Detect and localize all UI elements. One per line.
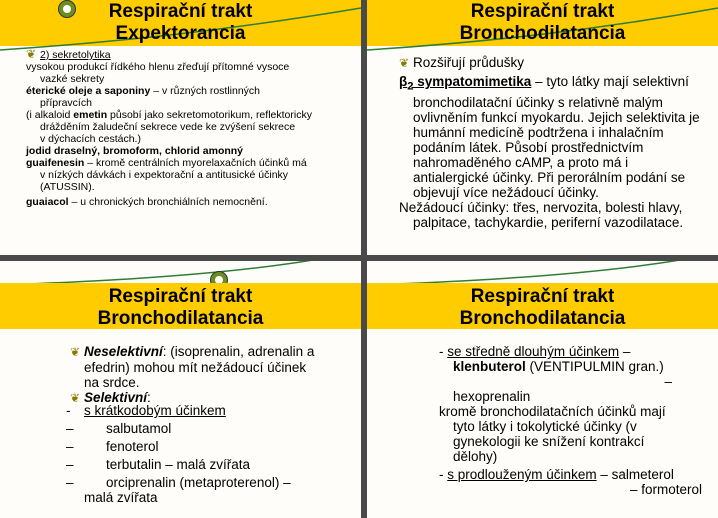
text-span: – tyto látky mají selektivní [531, 74, 689, 89]
text-line: vazké sekrety [40, 73, 105, 85]
heading-row [26, 48, 357, 61]
bold-term: guaifenesin [26, 157, 85, 169]
text-line [399, 74, 716, 95]
text-line: drážděním žaludeční sekrece vede ke zvýšení sekrece [40, 121, 296, 133]
text-line: malá zvířata [84, 490, 158, 505]
text-line: palpitace, tachykardie, periferní vazodilatace. [413, 214, 684, 230]
slide-title [0, 1, 361, 45]
text-line: jodid draselný, bromoform, chlorid amonný [26, 145, 244, 157]
drug-name: hexoprenalin [453, 389, 531, 404]
bullet-text: Rozšiřují průdušky [413, 55, 525, 70]
bold-term: éterické oleje a saponiny [26, 85, 151, 97]
medium-acting-label: se středně dlouhým účinkem [447, 344, 620, 359]
list-item [66, 475, 357, 490]
bold-term: guaiacol [26, 196, 69, 208]
slide-body [439, 344, 712, 497]
text-line: v dýchacích cestách.) [40, 133, 141, 145]
slide-title [367, 286, 718, 330]
text-line [26, 85, 357, 97]
list-item [66, 421, 357, 436]
text-line: efedrin) mohou mít nežádoucí účinek [84, 360, 307, 375]
beta-subscript: 2 [407, 80, 414, 93]
text-span: – salmeterol [596, 467, 674, 482]
text-span: – kromě centrálních myorelaxačních účinků má [84, 157, 307, 169]
dash: – [66, 439, 74, 454]
beta-symbol: β [399, 74, 408, 89]
slide-title [0, 286, 361, 330]
text-line: v nízkých dávkách i expektorační a antitusické účinky [40, 169, 289, 181]
title-line-2: Expektorancia [115, 23, 246, 44]
label-selective: Selektivní [84, 390, 148, 405]
text-line: humánní medicíně podtržena i inhalačním [413, 124, 664, 140]
text-line: na srdce. [84, 375, 140, 390]
title-line-2: Bronchodilatancia [97, 308, 264, 329]
title-line-2: Bronchodilatancia [459, 23, 626, 44]
text-line: tyto látky i tokolytické účinky (v [453, 419, 637, 434]
text-span: (VENTIPULMIN gran.) [525, 359, 664, 374]
slide-bronchodilatancia-1 [367, 0, 718, 255]
text-line: přípravcích [40, 97, 92, 109]
text-line: gynekologii ke snížení kontrakcí [453, 434, 645, 449]
title-line-2: Bronchodilatancia [459, 308, 626, 329]
text-line: bronchodilatační účinky s relativně malým [413, 94, 663, 110]
bullet-icon: ❦ [70, 391, 81, 405]
text-line: kromě bronchodilatačních účinků mají [439, 404, 666, 419]
text-span: působí jako sekretomotorikum, reflektoricky [107, 109, 312, 121]
text-line: objevují více nežádoucí účinky. [413, 184, 599, 200]
long-acting-label: s prodlouženým účinkem [447, 467, 597, 482]
title-line-1: Respirační trakt [108, 1, 253, 22]
text-span: : [147, 390, 151, 405]
short-acting-label: s krátkodobým účinkem [84, 403, 226, 418]
text-span: – u chronických bronchiálních nemocnění. [68, 196, 268, 208]
text-line: (ATUSSIN). [40, 181, 95, 193]
slide-bronchodilatancia-3 [367, 261, 718, 518]
list-item [66, 457, 357, 472]
text-line: nahromaděného cAMP, a proto má i [413, 154, 629, 170]
slide-expektorancia [0, 0, 361, 255]
text-span: (i alkaloid [26, 109, 74, 121]
bullet-row [399, 55, 716, 71]
bold-term: emetin [73, 109, 108, 121]
title-line-1: Respirační trakt [470, 1, 615, 22]
dash: - [439, 467, 448, 482]
text-line: podáním látek. Působí prostřednictvím [413, 139, 644, 155]
text-span: – [619, 344, 631, 359]
list-item [66, 439, 357, 454]
text-line [439, 467, 712, 482]
dash: – [664, 374, 672, 389]
text-line [439, 359, 712, 374]
text-line: Nežádoucí účinky: třes, nervozita, bolesti hlavy, [399, 199, 683, 215]
drug-name: fenoterol [106, 439, 159, 454]
drug-name: klenbuterol [453, 359, 526, 374]
slide-body [399, 55, 716, 230]
text-line [26, 196, 357, 208]
text-line [439, 344, 712, 359]
text-span: : (isoprenalin, adrenalin a [162, 344, 315, 359]
slide-bronchodilatancia-2 [0, 261, 361, 518]
dash: – [66, 457, 74, 472]
beta-label: sympatomimetika [413, 74, 532, 89]
drug-name: orciprenalin (metaproterenol) – [106, 475, 291, 490]
text-line [26, 157, 357, 169]
text-line [26, 109, 357, 121]
bullet-icon: ❦ [70, 345, 81, 359]
slide-body [26, 48, 357, 208]
slide-body [70, 344, 357, 406]
text-line: antialergické účinky. Při perorálním podání se [413, 169, 686, 185]
text-line: ovlivněním funkcí myokardu. Jejich selektivita je [413, 109, 700, 125]
bullet-row [70, 344, 357, 360]
beta-term [399, 74, 532, 93]
text-line: vysokou produkcí řídkého hlenu zřeďují přítomné vysoce [26, 61, 290, 73]
label-nonselective: Neselektivní [84, 344, 163, 359]
slide-separator-horizontal [0, 255, 718, 261]
dash: – [66, 475, 74, 490]
title-line-1: Respirační trakt [470, 286, 615, 307]
drug-name: salbutamol [106, 421, 172, 436]
text-line: dělohy) [453, 449, 498, 464]
title-line-1: Respirační trakt [108, 286, 253, 307]
slide-list [66, 403, 357, 505]
slide-title [367, 1, 718, 45]
dash: - [66, 403, 71, 418]
dash: - [439, 344, 448, 359]
dash: – [66, 421, 74, 436]
text-line [66, 403, 357, 418]
text-span: – v různých rostlinných [150, 85, 261, 97]
bullet-icon: ❦ [399, 56, 410, 70]
bullet-icon: ❦ [26, 47, 37, 61]
heading: 2) sekretolytika [40, 49, 111, 61]
drug-name: – formoterol [629, 482, 702, 497]
drug-name: terbutalin – malá zvířata [106, 457, 251, 472]
